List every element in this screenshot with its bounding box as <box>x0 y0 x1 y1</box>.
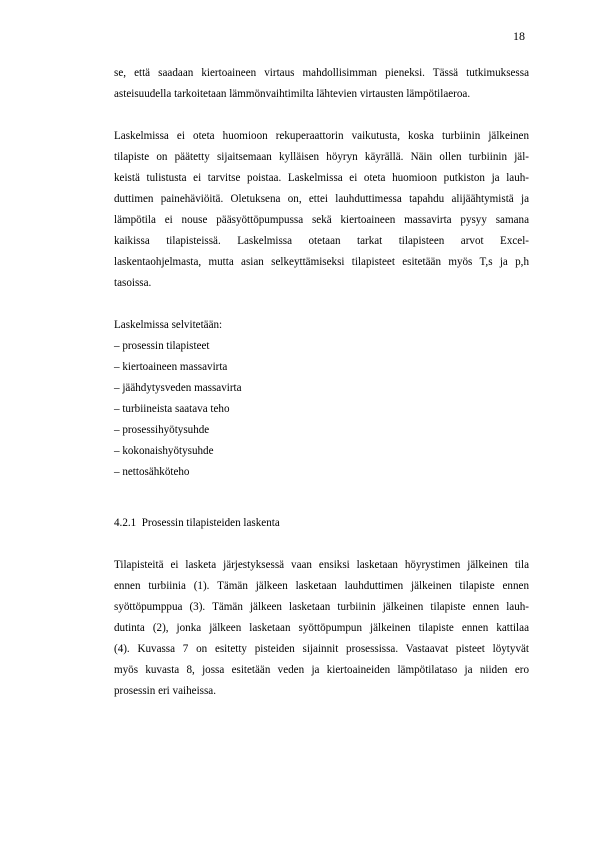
paragraph-3 <box>114 555 529 702</box>
paragraph-line: dutinta (2), jonka jälkeen lasketaan syöttöpumpun jälkeinen tilapiste ennen kattilaa <box>114 622 529 634</box>
paragraph-line: keistä tulistusta ei tarvitse poistaa. Laskelmissa ei oteta huomioon putkiston ja lauh- <box>114 172 529 184</box>
paragraph-line: myös kuvasta 8, jossa esitetään veden ja kiertoaineiden lämpötilataso ja niiden ero <box>114 664 529 676</box>
paragraph-2 <box>114 126 529 294</box>
list-item: – kokonaishyötysuhde <box>114 445 214 457</box>
list-item: – prosessihyötysuhde <box>114 424 210 436</box>
paragraph-line: laskentaohjelmasta, mutta asian selkeyttämiseksi tilapisteet esitetään myös T,s ja p,h <box>114 256 529 268</box>
list-item: – jäähdytysveden massavirta <box>114 382 242 394</box>
paragraph-line: lämpötila ei nouse pääsyöttöpumpussa sekä kiertoaineen massavirta pysyy samana <box>114 214 529 226</box>
section-heading: 4.2.1 Prosessin tilapisteiden laskenta <box>114 517 280 529</box>
paragraph-line: tasoissa. <box>114 277 152 289</box>
page-number: 18 <box>513 29 525 43</box>
page-body <box>114 63 529 702</box>
paragraph-line: ennen turbiinia (1). Tämän jälkeen lasketaan lauhduttimen jälkeinen tilapiste ennen <box>114 580 529 592</box>
paragraph-line: Laskelmissa ei oteta huomioon rekuperaattorin vaikutusta, koska turbiinin jälkeinen <box>114 130 529 142</box>
paragraph-spacer <box>114 294 529 315</box>
list-item: – kiertoaineen massavirta <box>114 361 228 373</box>
paragraph-line: prosessin eri vaiheissa. <box>114 685 216 697</box>
list-intro: Laskelmissa selvitetään: <box>114 319 223 331</box>
paragraph-line: asteisuudella tarkoitetaan lämmönvaihtimilta lähtevien virtausten lämpötilaeroa. <box>114 88 471 100</box>
paragraph-line: syöttöpumppua (3). Tämän jälkeen lasketaan turbiinin jälkeinen tilapiste ennen lauh- <box>114 601 529 613</box>
paragraph-spacer <box>114 105 529 126</box>
paragraph-line: tilapiste on päätetty sijaitsemaan kylläisen höyryn käyrällä. Näin ollen turbiinin jäl- <box>114 151 529 163</box>
list-item: – prosessin tilapisteet <box>114 340 210 352</box>
paragraph-line: duttimen painehäviöitä. Oletuksena on, ettei lauhduttimessa tapahdu alijäähtymistä ja <box>114 193 529 205</box>
paragraph-line: Tilapisteitä ei lasketa järjestyksessä vaan ensiksi lasketaan höyrystimen jälkeinen tila <box>114 559 529 571</box>
paragraph-1 <box>114 63 529 105</box>
paragraph-spacer <box>114 534 529 555</box>
paragraph-line: (4). Kuvassa 7 on esitetty pisteiden sijainnit prosessissa. Vastaavat pisteet löytyvät <box>114 643 529 655</box>
paragraph-line: kaikissa tilapisteissä. Laskelmissa otetaan tarkat tilapisteen arvot Excel- <box>114 235 529 247</box>
section-spacer <box>114 483 529 513</box>
list-item: – nettosähköteho <box>114 466 190 478</box>
paragraph-line: se, että saadaan kiertoaineen virtaus mahdollisimman pieneksi. Tässä tutkimuksessa <box>114 67 529 79</box>
results-list <box>114 315 529 483</box>
list-item: – turbiineista saatava teho <box>114 403 230 415</box>
